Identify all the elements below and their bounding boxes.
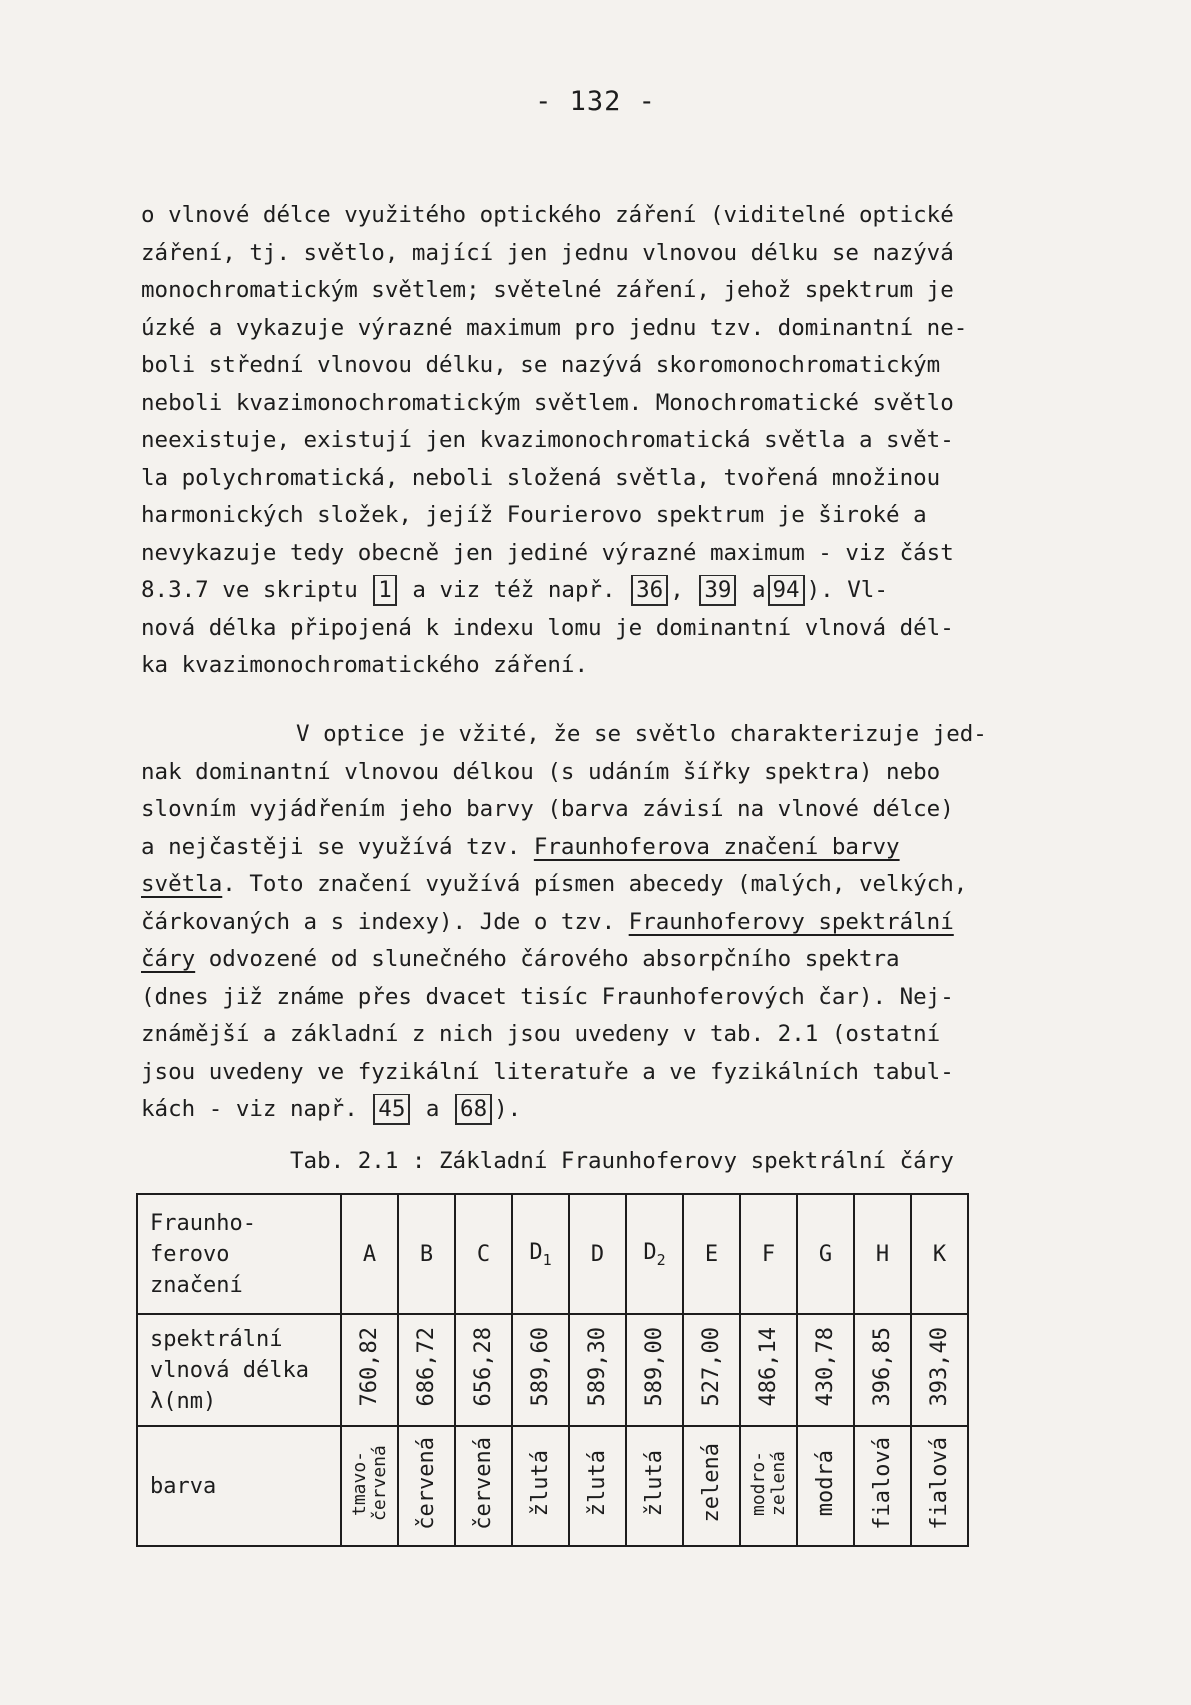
text-line-references: 8.3.7 ve skriptu 1 a viz též např. 36 , 39 a 94 ). Vl- xyxy=(141,572,1081,610)
color-cell xyxy=(740,1426,797,1546)
reference-1: 1 xyxy=(373,575,397,606)
underlined-term: Fraunhoferova značení barvy xyxy=(533,833,900,860)
color-cell xyxy=(683,1426,740,1546)
line-mark-cell xyxy=(398,1194,455,1314)
reference-39: 39 xyxy=(699,575,736,606)
line-mark: A xyxy=(362,1241,377,1267)
color-cell xyxy=(854,1426,911,1546)
text-line: a nejčastěji se využívá tzv. Fraunhoferova značení barvy xyxy=(141,833,900,860)
table-row-wavelength xyxy=(137,1314,968,1426)
text-line: jsou uvedeny ve fyzikální literatuře a ve fyzikálních tabul- xyxy=(141,1058,954,1085)
line-mark: G xyxy=(818,1241,833,1267)
line-mark-cell xyxy=(854,1194,911,1314)
wavelength-cell xyxy=(797,1314,854,1426)
wavelength-value: 486,14 xyxy=(755,1327,781,1407)
text-line: nová délka připojená k indexu lomu je dominantní vlnová dél- xyxy=(141,614,954,641)
text-line: monochromatickým světlem; světelné záření, jehož spektrum je xyxy=(141,277,954,303)
wavelength-value: 589,30 xyxy=(584,1327,610,1407)
text-line: neexistuje, existují jen kvazimonochromatická světla a svět- xyxy=(141,427,954,453)
line-mark: H xyxy=(875,1241,890,1267)
color-value: fialová xyxy=(926,1436,952,1530)
wavelength-cell xyxy=(455,1314,512,1426)
reference-36: 36 xyxy=(631,575,668,606)
color-cell xyxy=(626,1426,683,1546)
line-mark: D xyxy=(529,1239,543,1265)
color-value: červená xyxy=(470,1436,496,1530)
text-line: světla. Toto značení využívá písmen abecedy (malých, velkých, xyxy=(141,871,968,897)
line-mark: D xyxy=(643,1239,657,1265)
line-mark: D xyxy=(590,1241,605,1267)
wavelength-cell xyxy=(569,1314,626,1426)
row-label-color: barva xyxy=(137,1426,341,1546)
line-mark-cell xyxy=(797,1194,854,1314)
wavelength-value: 393,40 xyxy=(926,1327,952,1407)
reference-68: 68 xyxy=(455,1094,492,1125)
text-line: V optice je vžité, že se světlo charakterizuje jed- xyxy=(296,721,987,747)
color-value: červená xyxy=(413,1436,439,1530)
line-mark-cell xyxy=(626,1194,683,1314)
line-mark-cell xyxy=(911,1194,968,1314)
reference-94: 94 xyxy=(768,575,805,606)
wavelength-cell xyxy=(740,1314,797,1426)
page-number: - 132 - xyxy=(535,86,656,117)
text-line: slovním vyjádřením jeho barvy (barva závisí na vlnové délce) xyxy=(141,796,954,822)
line-mark-subscript: 2 xyxy=(656,1250,666,1269)
wavelength-value: 656,28 xyxy=(470,1327,496,1407)
paragraph-2 xyxy=(141,716,1081,1129)
color-value: zelená xyxy=(698,1443,724,1523)
line-mark-cell xyxy=(683,1194,740,1314)
text-line: harmonických složek, jejíž Fourierovo spektrum je široké a xyxy=(141,502,927,528)
text-line: čáry odvozené od slunečného čárového absorpčního spektra xyxy=(141,946,900,972)
color-cell xyxy=(797,1426,854,1546)
line-mark-subscript: 1 xyxy=(542,1250,552,1269)
wavelength-value: 527,00 xyxy=(698,1327,724,1407)
wavelength-value: 589,00 xyxy=(641,1327,667,1407)
wavelength-value: 430,78 xyxy=(812,1327,838,1407)
text-line: (dnes již známe přes dvacet tisíc Fraunhoferových čar). Nej- xyxy=(141,983,954,1010)
wavelength-cell xyxy=(398,1314,455,1426)
wavelength-value: 686,72 xyxy=(413,1327,439,1407)
color-cell xyxy=(341,1426,398,1546)
wavelength-cell xyxy=(854,1314,911,1426)
line-mark-cell xyxy=(455,1194,512,1314)
paragraph-1 xyxy=(141,197,1081,685)
text-line: známější a základní z nich jsou uvedeny v tab. 2.1 (ostatní xyxy=(141,1021,941,1047)
line-mark: F xyxy=(761,1241,776,1267)
text-line: úzké a vykazuje výrazné maximum pro jednu tzv. dominantní ne- xyxy=(141,314,968,341)
table-row-color xyxy=(137,1426,968,1546)
text-line: čárkovaných a s indexy). Jde o tzv. Fraunhoferovy spektrální xyxy=(141,908,954,935)
wavelength-cell xyxy=(683,1314,740,1426)
color-value: fialová xyxy=(869,1436,895,1530)
wavelength-value: 760,82 xyxy=(356,1327,382,1407)
text-line: nevykazuje tedy obecně jen jediné výrazné maximum - viz část xyxy=(141,539,954,566)
line-mark: E xyxy=(704,1241,719,1267)
line-mark: B xyxy=(419,1241,434,1267)
underlined-term: světla xyxy=(141,871,223,897)
color-value: žlutá xyxy=(641,1449,667,1517)
color-value: modro-zelená xyxy=(747,1450,789,1516)
line-mark-cell xyxy=(341,1194,398,1314)
row-label-marking: Fraunho- ferovo značení xyxy=(137,1194,341,1314)
underlined-term: čáry xyxy=(141,946,196,972)
text-line-references: kách - viz např. 45 a 68 ). xyxy=(141,1091,1081,1129)
line-mark: C xyxy=(476,1241,491,1267)
line-mark-cell xyxy=(512,1194,569,1314)
color-cell xyxy=(398,1426,455,1546)
reference-45: 45 xyxy=(373,1094,410,1125)
text-line: ka kvazimonochromatického záření. xyxy=(141,652,589,678)
text-line: neboli kvazimonochromatickým světlem. Monochromatické světlo xyxy=(141,389,954,416)
color-cell xyxy=(911,1426,968,1546)
wavelength-cell xyxy=(911,1314,968,1426)
row-label-wavelength: spektrální vlnová délka λ(nm) xyxy=(137,1314,341,1426)
text-line: la polychromatická, neboli složená světla, tvořená množinou xyxy=(141,464,941,491)
wavelength-value: 589,60 xyxy=(527,1327,553,1407)
color-value: modrá xyxy=(812,1449,838,1517)
table-caption: Tab. 2.1 : Základní Fraunhoferovy spektrální čáry xyxy=(290,1148,954,1174)
color-value: žlutá xyxy=(584,1449,610,1517)
text-line: záření, tj. světlo, mající jen jednu vlnovou délku se nazývá xyxy=(141,239,954,266)
wavelength-value: 396,85 xyxy=(869,1327,895,1407)
color-value: tmavo-červená xyxy=(348,1445,390,1521)
line-mark: K xyxy=(932,1241,947,1267)
line-mark-cell xyxy=(569,1194,626,1314)
wavelength-cell xyxy=(341,1314,398,1426)
color-cell xyxy=(512,1426,569,1546)
text-line: o vlnové délce využitého optického záření (viditelné optické xyxy=(141,202,954,228)
fraunhofer-lines-table xyxy=(136,1193,969,1547)
line-mark-cell xyxy=(740,1194,797,1314)
underlined-term: Fraunhoferovy spektrální xyxy=(628,908,954,935)
color-cell xyxy=(569,1426,626,1546)
text-line: nak dominantní vlnovou délkou (s udáním šířky spektra) nebo xyxy=(141,758,941,785)
text-line: boli střední vlnovou délku, se nazývá skoromonochromatickým xyxy=(141,352,941,378)
color-value: žlutá xyxy=(527,1449,553,1517)
table-row-marking xyxy=(137,1194,968,1314)
wavelength-cell xyxy=(512,1314,569,1426)
wavelength-cell xyxy=(626,1314,683,1426)
color-cell xyxy=(455,1426,512,1546)
